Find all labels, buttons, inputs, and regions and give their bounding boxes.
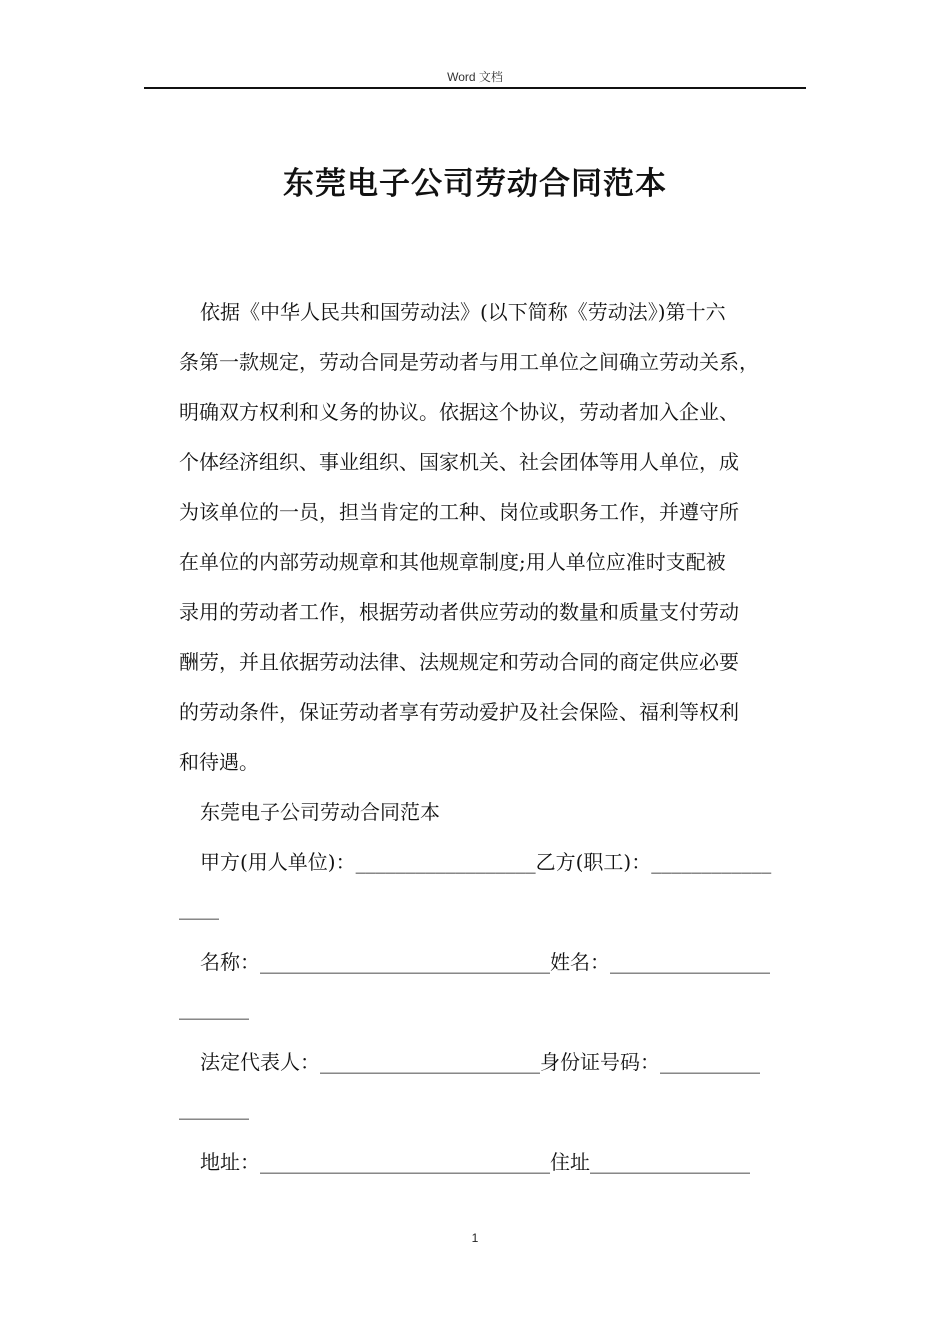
document-title: 东莞电子公司劳动合同范本 [283,166,667,202]
page-number: 1 [471,1231,479,1245]
paragraph-line: 依据《中华人民共和国劳动法》(以下简称《劳动法》)第十六 [200,300,726,324]
paragraph-line: 明确双方权利和义务的协议。依据这个协议，劳动者加入企业、 [179,400,739,424]
form-line-continuation: ____ [179,896,219,920]
header-rule [144,87,806,89]
form-line-legal-representative: 法定代表人：______________________身份证号码：__________ [200,1050,760,1074]
paragraph-line: 的劳动条件，保证劳动者享有劳动爱护及社会保险、福利等权利 [179,700,739,724]
paragraph-line: 为该单位的一员，担当肯定的工种、岗位或职务工作，并遵守所 [179,500,739,524]
header-label: Word 文档 [447,70,503,84]
form-line-continuation: _______ [179,1096,249,1120]
form-line-continuation: _______ [179,996,249,1020]
form-line-name: 名称：_____________________________姓名：________________ [200,950,770,974]
paragraph-line: 个体经济组织、事业组织、国家机关、社会团体等用人单位，成 [179,450,739,474]
form-line-address: 地址：_____________________________住址________________ [200,1150,750,1174]
paragraph-line: 在单位的内部劳动规章和其他规章制度;用人单位应准时支配被 [179,550,726,574]
paragraph-line: 和待遇。 [179,750,259,774]
paragraph-line: 酬劳，并且依据劳动法律、法规规定和劳动合同的商定供应必要 [179,650,739,674]
subtitle-line: 东莞电子公司劳动合同范本 [200,800,440,824]
paragraph-line: 条第一款规定，劳动合同是劳动者与用工单位之间确立劳动关系， [179,350,759,374]
form-line-party-names: 甲方(用人单位)：__________________乙方(职工)：____________ [200,850,772,874]
paragraph-line: 录用的劳动者工作，根据劳动者供应劳动的数量和质量支付劳动 [179,600,739,624]
